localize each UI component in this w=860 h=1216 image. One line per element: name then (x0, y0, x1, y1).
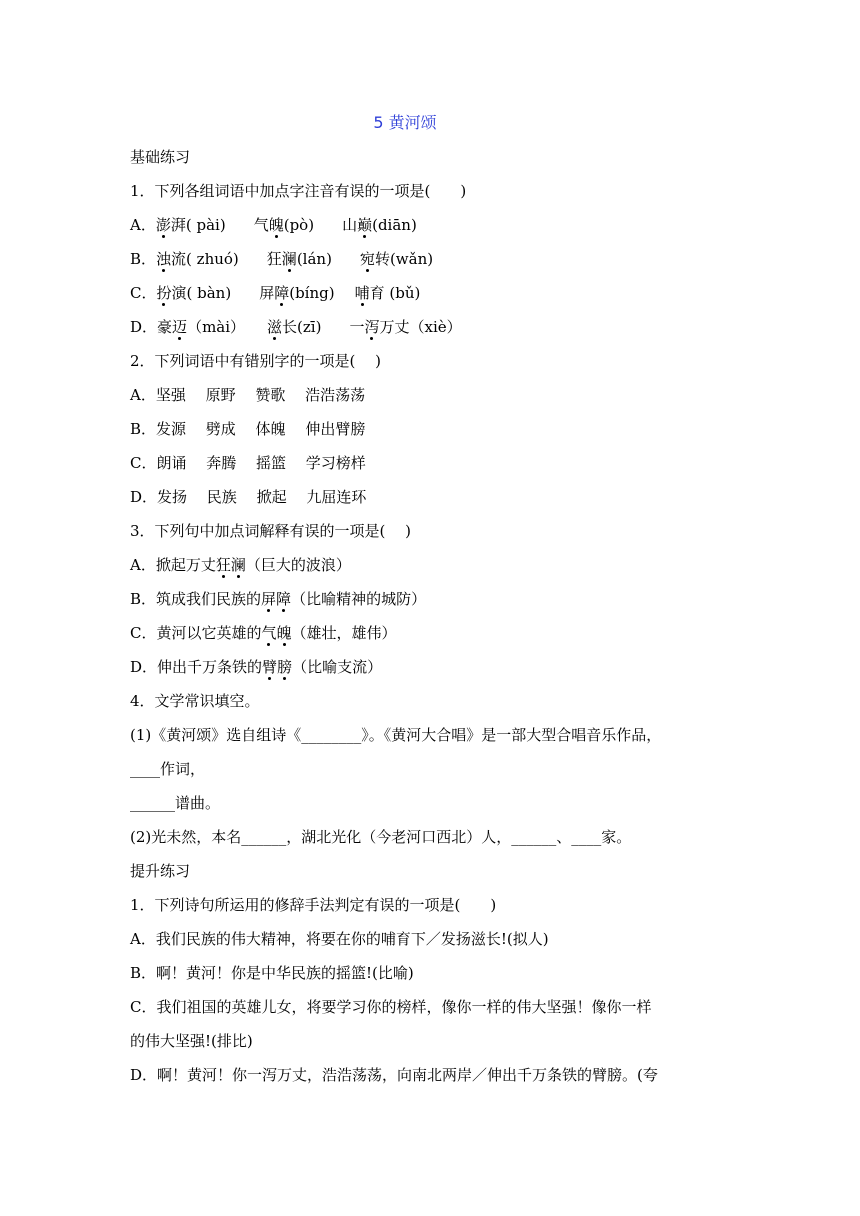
section-heading-advanced: 提升练习 (130, 862, 191, 880)
adv-q1-option-d: D．啊！黄河！你一泻万丈，浩浩荡荡，向南北两岸／伸出千万条铁的臂膀。(夸 (130, 1066, 658, 1084)
adv-q1-option-c-line1: C．我们祖国的英雄儿女，将要学习你的榜样，像你一样的伟大坚强！像你一样 (130, 998, 652, 1016)
q4-line-4: (2)光未然，本名______，湖北光化（今老河口西北）人，______、____家。 (130, 828, 632, 846)
q2-stem: 2．下列词语中有错别字的一项是( ) (130, 352, 382, 370)
section-heading-basic: 基础练习 (130, 148, 191, 166)
adv-q1-stem: 1．下列诗句所运用的修辞手法判定有误的一项是( ) (130, 896, 497, 914)
page-title: 5 黄河颂 (373, 113, 437, 132)
adv-q1-option-b: B．啊！黄河！你是中华民族的摇篮!(比喻) (130, 964, 414, 982)
q4-stem: 4．文学常识填空。 (130, 692, 260, 710)
q1-option-b: B．浊流( zhuó) 狂澜(lán) 宛转(wǎn) (130, 250, 434, 268)
adv-q1-option-c-line2: 的伟大坚强!(排比) (130, 1032, 253, 1050)
q2-option-d: D．发扬 民族 掀起 九屈连环 (130, 488, 367, 506)
q3-option-d: D．伸出千万条铁的臂膀（比喻支流） (130, 658, 383, 676)
q1-option-a: A．澎湃( pài) 气魄(pò) 山巅(diān) (130, 216, 417, 234)
q1-option-d: D．豪迈（mài） 滋长(zī) 一泻万丈（xiè） (130, 318, 462, 336)
q3-stem: 3．下列句中加点词解释有误的一项是( ) (130, 522, 412, 540)
document-body (130, 140, 740, 1092)
q2-option-b: B．发源 劈成 体魄 伸出臂膀 (130, 420, 366, 438)
q3-option-a: A．掀起万丈狂澜（巨大的波浪） (130, 556, 351, 574)
q2-option-c: C．朗诵 奔腾 摇篮 学习榜样 (130, 454, 366, 472)
q4-line-2: ____作词， (130, 760, 206, 778)
q2-option-a: A．坚强 原野 赞歌 浩浩荡荡 (130, 386, 366, 404)
q3-option-c: C．黄河以它英雄的气魄（雄壮，雄伟） (130, 624, 397, 642)
q1-stem: 1．下列各组词语中加点字注音有误的一项是( ) (130, 182, 467, 200)
q3-option-b: B．筑成我们民族的屏障（比喻精神的城防） (130, 590, 427, 608)
adv-q1-option-a: A．我们民族的伟大精神，将要在你的哺育下／发扬滋长!(拟人) (130, 930, 549, 948)
q4-line-3: ______谱曲。 (130, 794, 221, 812)
q1-option-c: C．扮演( bàn) 屏障(bíng) 哺育 (bǔ) (130, 284, 421, 302)
q4-line-1: (1)《黄河颂》选自组诗《________》。《黄河大合唱》是一部大型合唱音乐作品， (130, 726, 662, 744)
